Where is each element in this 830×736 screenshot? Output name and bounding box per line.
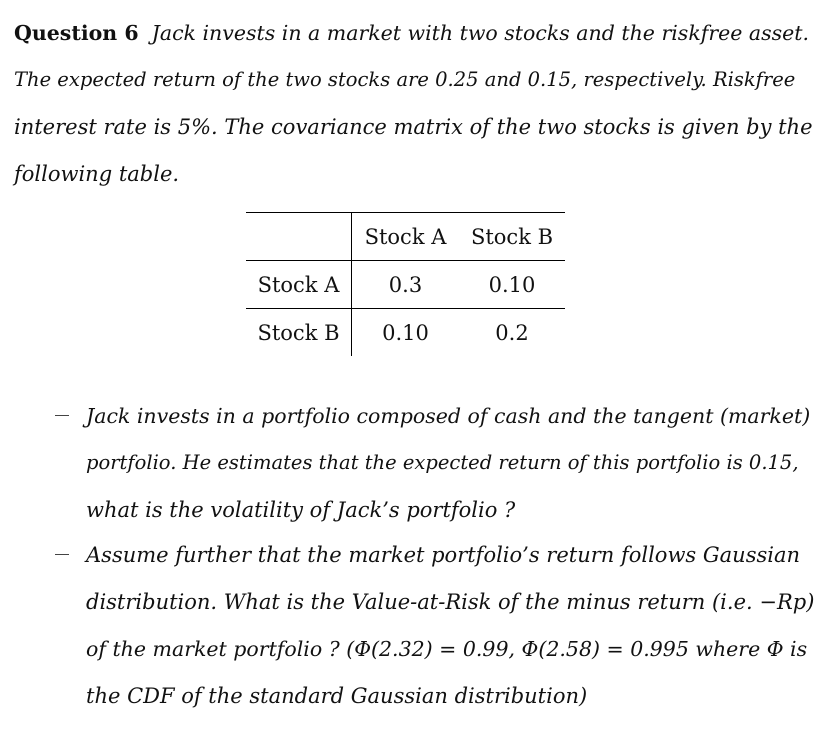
table-cell: 0.2 (459, 309, 565, 357)
bullet-2-line-1: Assume further that the market portfolio’s return follows Gaussian (86, 543, 801, 567)
bullet-2-line-3: of the market portfolio ? (Φ(2.32) = 0.99, Φ(2.58) = 0.995 where Φ is (86, 637, 808, 661)
question-line-4: following table. (14, 162, 180, 186)
question-line-3: interest rate is 5%. The covariance matrix of the two stocks is given by the (14, 115, 813, 139)
table-row (246, 261, 565, 309)
bullet-2-line-2: distribution. What is the Value-at-Risk of the minus return (i.e. −Rp) (86, 590, 815, 614)
table-corner-cell (246, 213, 352, 261)
bullet-2-line-4: the CDF of the standard Gaussian distribution) (86, 684, 588, 708)
table-header-row (246, 213, 565, 261)
table-cell: 0.10 (352, 309, 460, 357)
question-text: Jack invests in a market with two stocks and the riskfree asset. (151, 21, 810, 45)
question-line-2: The expected return of the two stocks are 0.25 and 0.15, respectively. Riskfree (14, 68, 796, 91)
table-cell: 0.3 (352, 261, 460, 309)
covariance-table (246, 212, 565, 356)
table-cell: 0.10 (459, 261, 565, 309)
bullet-1-line-3: what is the volatility of Jack’s portfolio ? (86, 498, 516, 522)
table-row (246, 309, 565, 357)
table-row-label: Stock A (246, 261, 352, 309)
table-header-cell: Stock A (352, 213, 460, 261)
question-label: Question 6 (14, 21, 139, 45)
bullet-1-line-2: portfolio. He estimates that the expected return of this portfolio is 0.15, (86, 451, 799, 474)
question-line-1 (14, 19, 809, 47)
bullet-dash-2 (55, 554, 69, 555)
bullet-1-line-1: Jack invests in a portfolio composed of cash and the tangent (market) (86, 404, 811, 428)
bullet-dash-1 (55, 415, 69, 416)
table-header-cell: Stock B (459, 213, 565, 261)
table-row-label: Stock B (246, 309, 352, 357)
